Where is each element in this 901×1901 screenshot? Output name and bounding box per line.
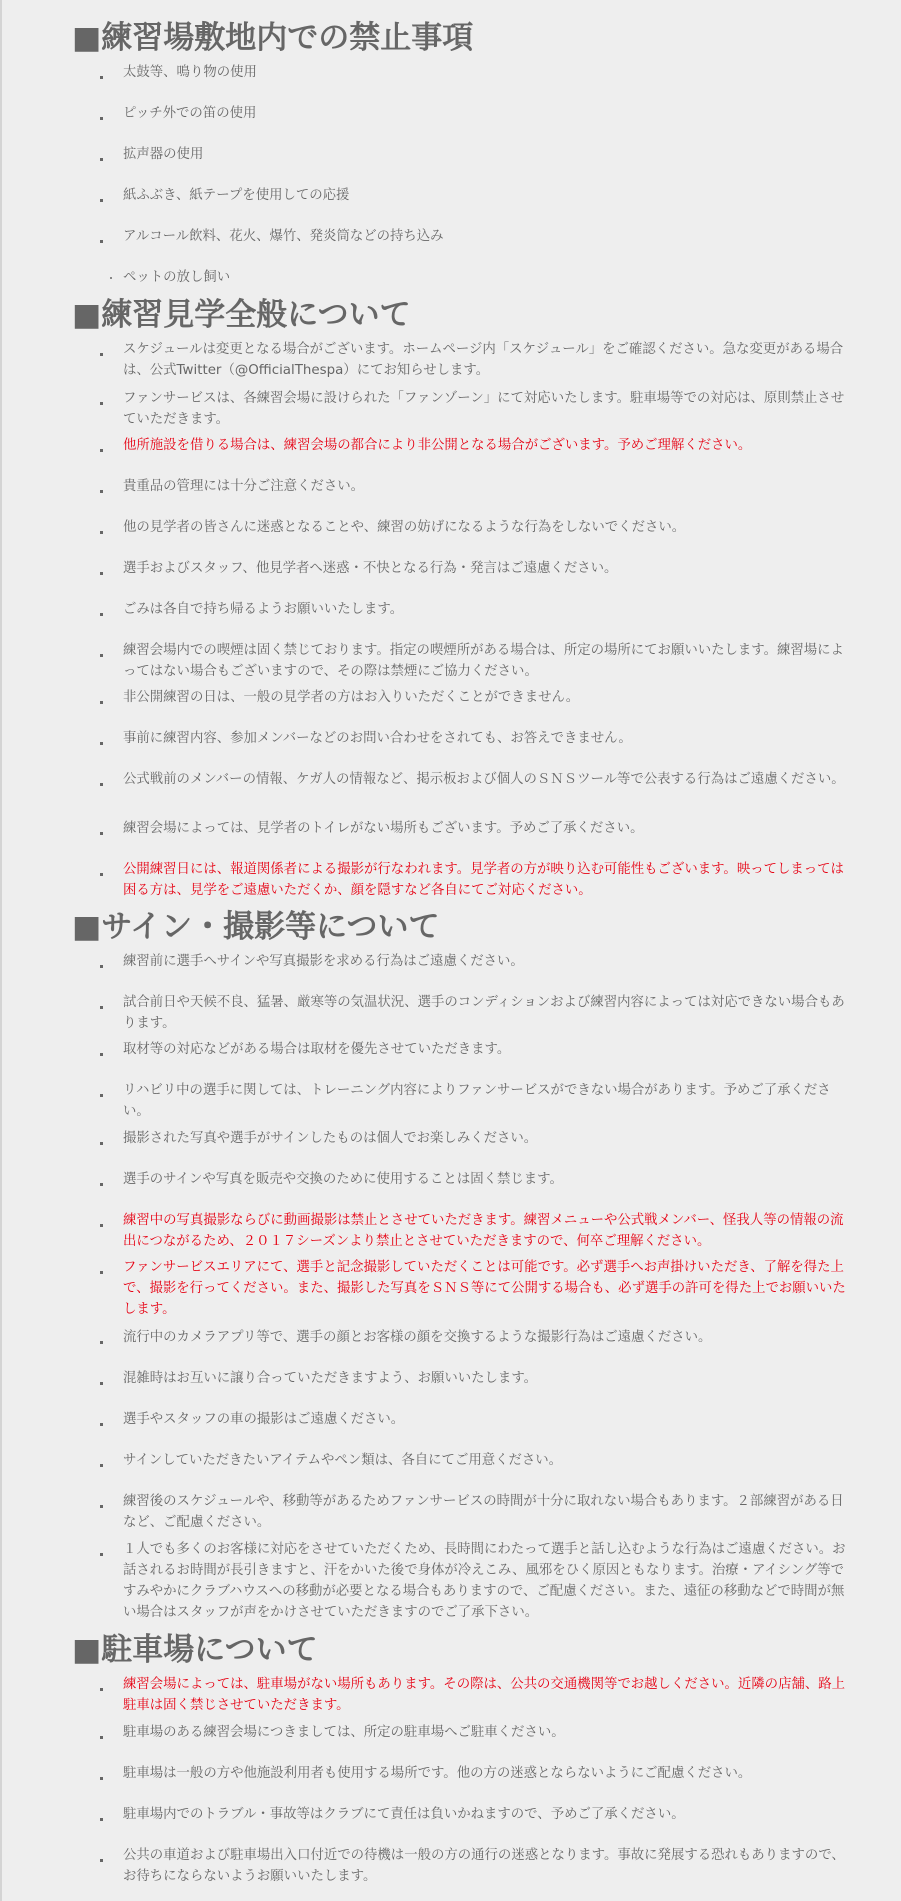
bullet-icon bbox=[100, 240, 103, 243]
bullet-icon bbox=[100, 199, 103, 202]
bullet-icon bbox=[100, 1818, 103, 1821]
bullet-icon bbox=[100, 1341, 103, 1344]
item-text: 練習会場によっては、見学者のトイレがない場所もございます。予めご了承ください。 bbox=[123, 821, 644, 836]
item-text: ピッチ外での笛の使用 bbox=[123, 106, 257, 121]
item-text: 練習中の写真撮影ならびに動画撮影は禁止とさせていただきます。練習メニューや公式戦メンバー、怪我人等の情報の流出につながるため、２０１７シーズンより禁止とさせていただきますので、何卒ご理解ください。 bbox=[123, 1213, 844, 1249]
bullet-icon bbox=[100, 873, 103, 876]
bullet-icon bbox=[100, 1053, 103, 1056]
bullet-icon bbox=[100, 1859, 103, 1862]
item-text: 他所施設を借りる場合は、練習会場の都合により非公開となる場合がございます。予めご理解ください。 bbox=[123, 438, 752, 453]
bullet-icon bbox=[100, 742, 103, 745]
item-text: 非公開練習の日は、一般の見学者の方はお入りいただくことができません。 bbox=[123, 690, 580, 705]
bullet-icon bbox=[100, 1423, 103, 1426]
item-text: 混雑時はお互いに譲り合っていただきますよう、お願いいたします。 bbox=[123, 1371, 538, 1386]
item-text: 他の見学者の皆さんに迷惑となることや、練習の妨げになるような行為をしないでください。 bbox=[123, 520, 686, 535]
section-heading: ■練習場敷地内での禁止事項 bbox=[72, 20, 474, 56]
item-text: 撮影された写真や選手がサインしたものは個人でお楽しみください。 bbox=[123, 1131, 538, 1146]
item-text: １人でも多くのお客様に対応をさせていただくため、長時間にわたって選手と話し込むような行為はご遠慮ください。お話されるお時間が長引きますと、汗をかいた後で身体が冷えこみ、風邪をひく原因ともなります。治療・アイシング等ですみやかにクラブハウスへの移動が必要となる場合もありますので、ご配慮ください。また、遠征の移動などで時間が無い場合はスタッフが声をかけさせていただきますのでご了承下さい。 bbox=[123, 1542, 846, 1620]
item-text: 試合前日や天候不良、猛暑、厳寒等の気温状況、選手のコンディションおよび練習内容によっては対応できない場合もあります。 bbox=[123, 995, 845, 1031]
bullet-icon bbox=[100, 449, 103, 452]
item-text: 選手のサインや写真を販売や交換のために使用することは固く禁じます。 bbox=[123, 1172, 563, 1187]
item-text: 駐車場のある練習会場につきましては、所定の駐車場へご駐車ください。 bbox=[123, 1725, 565, 1740]
bullet-icon bbox=[100, 353, 103, 356]
bullet-icon bbox=[100, 832, 103, 835]
bullet-icon bbox=[100, 701, 103, 704]
section-heading: ■練習見学全般について bbox=[72, 297, 411, 333]
bullet-icon bbox=[100, 1271, 103, 1274]
item-text: 練習後のスケジュールや、移動等があるためファンサービスの時間が十分に取れない場合もあります。２部練習がある日など、ご配慮ください。 bbox=[123, 1494, 844, 1530]
item-text: 取材等の対応などがある場合は取材を優先させていただきます。 bbox=[123, 1042, 511, 1057]
bullet-icon bbox=[100, 1464, 103, 1467]
item-text: 選手およびスタッフ、他見学者へ迷惑・不快となる行為・発言はご遠慮ください。 bbox=[123, 561, 618, 576]
item-text: 公式戦前のメンバーの情報、ケガ人の情報など、掲示板および個人のＳＮＳツール等で公表する行為はご遠慮ください。 bbox=[123, 772, 845, 787]
bullet-icon bbox=[100, 1183, 103, 1186]
bullet-icon bbox=[100, 654, 103, 657]
bullet-icon bbox=[100, 1688, 103, 1691]
item-text: 貴重品の管理には十分ご注意ください。 bbox=[123, 479, 365, 494]
item-text: 練習会場によっては、駐車場がない場所もあります。その際は、公共の交通機関等でお越しください。近隣の店舗、路上駐車は固く禁じさせていただきます。 bbox=[123, 1677, 846, 1713]
bullet-icon bbox=[100, 1382, 103, 1385]
bullet-icon bbox=[100, 1736, 103, 1739]
section-heading: ■サイン・撮影等について bbox=[72, 909, 440, 945]
item-text: 選手やスタッフの車の撮影はご遠慮ください。 bbox=[123, 1412, 405, 1427]
item-text: 練習前に選手へサインや写真撮影を求める行為はご遠慮ください。 bbox=[123, 954, 524, 969]
item-text: 紙ふぶき、紙テープを使用しての応援 bbox=[123, 188, 350, 203]
item-text: アルコール飲料、花火、爆竹、発炎筒などの持ち込み bbox=[123, 229, 444, 244]
item-text: リハビリ中の選手に関しては、トレーニング内容によりファンサービスができない場合があります。予めご了承ください。 bbox=[123, 1083, 831, 1119]
item-text: ファンサービスは、各練習会場に設けられた「ファンゾーン」にて対応いたします。駐車場等での対応は、原則禁止させていただきます。 bbox=[123, 391, 845, 427]
bullet-icon bbox=[100, 1505, 103, 1508]
item-text: 練習会場内での喫煙は固く禁じております。指定の喫煙所がある場合は、所定の場所にてお願いいたします。練習場によってはない場合もございますので、その際は禁煙にご協力ください。 bbox=[123, 643, 844, 679]
item-text: ごみは各自で持ち帰るようお願いいたします。 bbox=[123, 602, 404, 617]
item-text: 駐車場は一般の方や他施設利用者も使用する場所です。他の方の迷惑とならないようにご配慮ください。 bbox=[123, 1766, 752, 1781]
item-text: 公共の車道および駐車場出入口付近での待機は一般の方の通行の迷惑となります。事故に発展する恐れもありますので、お待ちにならないようお願いいたします。 bbox=[123, 1848, 845, 1884]
bullet-icon bbox=[100, 1224, 103, 1227]
item-text: 事前に練習内容、参加メンバーなどのお問い合わせをされても、お答えできません。 bbox=[123, 731, 632, 746]
bullet-icon bbox=[100, 572, 103, 575]
bullet-icon bbox=[100, 1142, 103, 1145]
item-text: スケジュールは変更となる場合がございます。ホームページ内「スケジュール」をご確認ください。急な変更がある場合は、公式Twitter（@OfficialThespa）にてお知らせします。 bbox=[123, 342, 844, 378]
bullet-icon bbox=[100, 965, 103, 968]
item-text: ペットの放し飼い bbox=[123, 270, 231, 285]
bullet-icon bbox=[100, 402, 103, 405]
item-text: 太鼓等、鳴り物の使用 bbox=[123, 65, 257, 80]
item-text: 公開練習日には、報道関係者による撮影が行なわれます。見学者の方が映り込む可能性もございます。映ってしまっては困る方は、見学をご遠慮いただくか、顔を隠すなど各自にてご対応ください。 bbox=[123, 862, 844, 898]
bullet-icon bbox=[100, 1094, 103, 1097]
bullet-icon bbox=[100, 1006, 103, 1009]
bullet-icon bbox=[100, 531, 103, 534]
item-text: 流行中のカメラアプリ等で、選手の顔とお客様の顔を交換するような撮影行為はご遠慮ください。 bbox=[123, 1330, 712, 1345]
bullet-icon bbox=[110, 277, 112, 279]
item-text: 駐車場内でのトラブル・事故等はクラブにて責任は負いかねますので、予めご了承ください。 bbox=[123, 1807, 685, 1822]
item-text: ファンサービスエリアにて、選手と記念撮影していただくことは可能です。必ず選手へお声掛けいただき、了解を得た上で、撮影を行ってください。また、撮影した写真をＳＮＳ等にて公開する場合も、必ず選手の許可を得た上でお願いいたします。 bbox=[123, 1260, 846, 1317]
bullet-icon bbox=[100, 76, 103, 79]
bullet-icon bbox=[100, 613, 103, 616]
item-text: 拡声器の使用 bbox=[123, 147, 204, 162]
bullet-icon bbox=[100, 490, 103, 493]
bullet-icon bbox=[100, 1777, 103, 1780]
bullet-icon bbox=[100, 158, 103, 161]
bullet-icon bbox=[100, 1553, 103, 1556]
bullet-icon bbox=[100, 117, 103, 120]
item-text: サインしていただきたいアイテムやペン類は、各自にてご用意ください。 bbox=[123, 1453, 563, 1468]
bullet-icon bbox=[100, 783, 103, 786]
section-heading: ■駐車場について bbox=[72, 1632, 318, 1668]
